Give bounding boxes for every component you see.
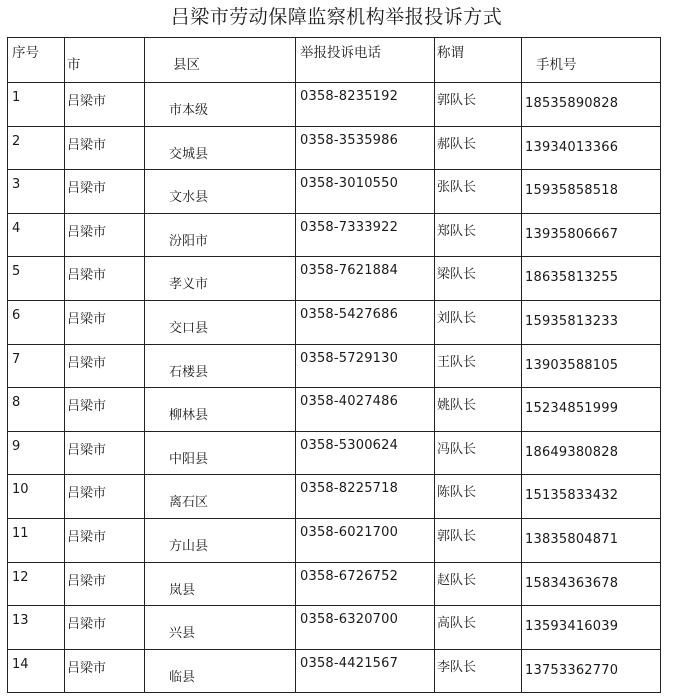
cell-title <box>435 344 522 388</box>
cell-title-text: 郭队长 <box>437 528 477 544</box>
cell-city <box>65 562 145 606</box>
cell-title-text: 郑队长 <box>437 223 477 239</box>
cell-index <box>8 475 65 519</box>
cell-mobile-text: 15834363678 <box>525 575 619 591</box>
cell-city-text: 吕梁市 <box>67 486 107 502</box>
cell-title <box>435 388 522 432</box>
header-mobile: 手机号 <box>536 57 577 73</box>
table-row <box>8 213 661 257</box>
cell-phone-text: 0358-4027486 <box>300 394 399 410</box>
header-cell-mobile <box>522 38 661 83</box>
table-row <box>8 126 661 170</box>
cell-mobile <box>522 126 661 170</box>
cell-district <box>145 213 296 257</box>
cell-mobile <box>522 83 661 127</box>
table-row <box>8 300 661 344</box>
cell-district-text: 柳林县 <box>169 408 209 424</box>
cell-phone-text: 0358-6726752 <box>300 568 399 584</box>
header-index: 序号 <box>12 45 39 61</box>
cell-phone-text: 0358-5427686 <box>300 306 399 322</box>
cell-index <box>8 649 65 693</box>
page-title: 吕梁市劳动保障监察机构举报投诉方式 <box>170 6 503 28</box>
table-row <box>8 562 661 606</box>
cell-index <box>8 83 65 127</box>
cell-index-text: 5 <box>12 264 21 280</box>
cell-city <box>65 388 145 432</box>
cell-index-text: 14 <box>12 656 29 672</box>
cell-mobile <box>522 475 661 519</box>
cell-index-text: 3 <box>12 177 21 193</box>
cell-index-text: 10 <box>12 482 29 498</box>
cell-phone <box>296 431 435 475</box>
cell-title-text: 王队长 <box>437 354 477 370</box>
cell-city <box>65 170 145 214</box>
header-district: 县区 <box>173 57 200 73</box>
cell-district-text: 汾阳市 <box>169 233 209 249</box>
cell-district <box>145 257 296 301</box>
cell-index <box>8 257 65 301</box>
cell-district <box>145 649 296 693</box>
cell-city-text: 吕梁市 <box>67 617 107 633</box>
cell-mobile-text: 15935813233 <box>525 313 619 329</box>
cell-city <box>65 344 145 388</box>
cell-mobile <box>522 431 661 475</box>
cell-title-text: 郭队长 <box>437 93 477 108</box>
cell-phone-text: 0358-8235192 <box>300 89 399 104</box>
cell-city-text: 吕梁市 <box>67 442 107 458</box>
cell-index-text: 6 <box>12 307 21 323</box>
cell-phone <box>296 649 435 693</box>
cell-mobile <box>522 257 661 301</box>
cell-phone-text: 0358-3535986 <box>300 132 399 148</box>
cell-index <box>8 213 65 257</box>
cell-title-text: 郝队长 <box>437 136 477 152</box>
cell-city <box>65 257 145 301</box>
cell-city-text: 吕梁市 <box>67 137 107 153</box>
cell-title <box>435 475 522 519</box>
cell-phone-text: 0358-8225718 <box>300 481 399 497</box>
cell-mobile-text: 15234851999 <box>525 401 619 417</box>
cell-index-text: 9 <box>12 438 21 454</box>
cell-mobile-text: 15135833432 <box>525 488 619 504</box>
cell-index <box>8 300 65 344</box>
cell-title <box>435 126 522 170</box>
header-cell-district <box>145 38 296 83</box>
cell-mobile-text: 13835804871 <box>525 531 619 547</box>
cell-district-text: 交口县 <box>169 320 209 336</box>
cell-mobile <box>522 170 661 214</box>
cell-city-text: 吕梁市 <box>67 268 107 284</box>
cell-district <box>145 606 296 650</box>
table-row <box>8 257 661 301</box>
cell-phone-text: 0358-7621884 <box>300 263 399 279</box>
cell-title-text: 李队长 <box>437 659 477 675</box>
header-cell-title <box>435 38 522 83</box>
cell-district-text: 离石区 <box>169 495 209 511</box>
cell-phone <box>296 518 435 562</box>
cell-index <box>8 126 65 170</box>
table-row <box>8 606 661 650</box>
cell-mobile-text: 18649380828 <box>525 444 619 460</box>
cell-district <box>145 388 296 432</box>
cell-phone-text: 0358-4421567 <box>300 655 399 671</box>
cell-city-text: 吕梁市 <box>67 311 107 327</box>
contact-table <box>7 37 661 693</box>
header-phone: 举报投诉电话 <box>300 45 381 61</box>
cell-city-text: 吕梁市 <box>67 660 107 676</box>
cell-mobile-text: 18535890828 <box>525 96 619 111</box>
cell-index-text: 1 <box>12 90 21 105</box>
cell-index <box>8 562 65 606</box>
cell-mobile-text: 13903588105 <box>525 357 619 373</box>
cell-city-text: 吕梁市 <box>67 181 107 197</box>
cell-district <box>145 431 296 475</box>
table-row <box>8 83 661 127</box>
cell-index-text: 7 <box>12 351 21 367</box>
cell-index-text: 12 <box>12 569 29 585</box>
cell-phone <box>296 388 435 432</box>
cell-index-text: 2 <box>12 133 21 149</box>
header-cell-index <box>8 38 65 83</box>
cell-phone <box>296 257 435 301</box>
table-row <box>8 388 661 432</box>
cell-title <box>435 562 522 606</box>
cell-title <box>435 83 522 127</box>
cell-city <box>65 83 145 127</box>
cell-city <box>65 431 145 475</box>
cell-district-text: 兴县 <box>169 626 196 642</box>
header-cell-phone <box>296 38 435 83</box>
cell-city-text: 吕梁市 <box>67 94 107 109</box>
cell-mobile <box>522 518 661 562</box>
cell-phone-text: 0358-6320700 <box>300 612 399 628</box>
cell-index <box>8 518 65 562</box>
cell-mobile <box>522 562 661 606</box>
cell-district <box>145 475 296 519</box>
cell-title <box>435 518 522 562</box>
header-title: 称谓 <box>437 45 464 61</box>
cell-title <box>435 649 522 693</box>
table-header-row <box>8 38 661 83</box>
cell-mobile <box>522 388 661 432</box>
cell-title-text: 刘队长 <box>437 310 477 326</box>
cell-phone-text: 0358-7333922 <box>300 219 399 235</box>
cell-mobile <box>522 649 661 693</box>
cell-mobile-text: 13753362770 <box>525 662 619 678</box>
cell-index-text: 8 <box>12 395 21 411</box>
table-row <box>8 344 661 388</box>
cell-district <box>145 83 296 127</box>
cell-mobile <box>522 606 661 650</box>
cell-mobile-text: 13593416039 <box>525 619 619 635</box>
cell-mobile-text: 13935806667 <box>525 226 619 242</box>
table-row <box>8 518 661 562</box>
cell-title <box>435 300 522 344</box>
cell-phone <box>296 83 435 127</box>
cell-phone-text: 0358-6021700 <box>300 524 399 540</box>
cell-mobile-text: 13934013366 <box>525 139 619 155</box>
cell-title <box>435 431 522 475</box>
cell-title-text: 陈队长 <box>437 485 477 501</box>
cell-title-text: 冯队长 <box>437 441 477 457</box>
cell-title <box>435 257 522 301</box>
table-row <box>8 431 661 475</box>
cell-phone <box>296 213 435 257</box>
cell-city <box>65 606 145 650</box>
cell-district-text: 方山县 <box>169 538 209 554</box>
cell-title-text: 姚队长 <box>437 398 477 414</box>
cell-district <box>145 126 296 170</box>
cell-index <box>8 606 65 650</box>
cell-district-text: 文水县 <box>169 190 209 206</box>
cell-index <box>8 344 65 388</box>
cell-phone <box>296 344 435 388</box>
cell-city <box>65 475 145 519</box>
cell-district <box>145 518 296 562</box>
cell-city <box>65 300 145 344</box>
cell-city-text: 吕梁市 <box>67 573 107 589</box>
cell-district <box>145 562 296 606</box>
cell-phone <box>296 475 435 519</box>
cell-city-text: 吕梁市 <box>67 529 107 545</box>
cell-phone <box>296 170 435 214</box>
header-cell-city <box>65 38 145 83</box>
header-city: 市 <box>67 57 81 73</box>
cell-index <box>8 388 65 432</box>
cell-title <box>435 170 522 214</box>
cell-city <box>65 126 145 170</box>
cell-city <box>65 518 145 562</box>
cell-title <box>435 606 522 650</box>
cell-city-text: 吕梁市 <box>67 224 107 240</box>
cell-index-text: 4 <box>12 220 21 236</box>
cell-phone-text: 0358-5300624 <box>300 437 399 453</box>
table-row <box>8 170 661 214</box>
cell-index-text: 13 <box>12 613 29 629</box>
cell-mobile <box>522 344 661 388</box>
cell-phone <box>296 126 435 170</box>
cell-title-text: 赵队长 <box>437 572 477 588</box>
cell-city-text: 吕梁市 <box>67 399 107 415</box>
cell-district-text: 临县 <box>169 669 196 685</box>
cell-district-text: 市本级 <box>169 103 209 118</box>
cell-title-text: 张队长 <box>437 180 477 196</box>
cell-district <box>145 344 296 388</box>
table-row <box>8 475 661 519</box>
cell-city <box>65 213 145 257</box>
cell-city-text: 吕梁市 <box>67 355 107 371</box>
cell-mobile <box>522 300 661 344</box>
cell-mobile-text: 15935858518 <box>525 183 619 199</box>
cell-phone <box>296 300 435 344</box>
cell-title <box>435 213 522 257</box>
cell-phone <box>296 606 435 650</box>
cell-index <box>8 170 65 214</box>
cell-index-text: 11 <box>12 525 29 541</box>
cell-city <box>65 649 145 693</box>
cell-index <box>8 431 65 475</box>
cell-phone <box>296 562 435 606</box>
cell-mobile <box>522 213 661 257</box>
cell-district-text: 中阳县 <box>169 451 209 467</box>
cell-district-text: 孝义市 <box>169 277 209 293</box>
cell-district <box>145 170 296 214</box>
cell-district-text: 岚县 <box>169 582 196 598</box>
cell-phone-text: 0358-3010550 <box>300 176 399 192</box>
cell-title-text: 高队长 <box>437 616 477 632</box>
cell-district <box>145 300 296 344</box>
table-row <box>8 649 661 693</box>
cell-phone-text: 0358-5729130 <box>300 350 399 366</box>
cell-district-text: 交城县 <box>169 146 209 162</box>
cell-district-text: 石楼县 <box>169 364 209 380</box>
cell-mobile-text: 18635813255 <box>525 270 619 286</box>
cell-title-text: 梁队长 <box>437 267 477 283</box>
